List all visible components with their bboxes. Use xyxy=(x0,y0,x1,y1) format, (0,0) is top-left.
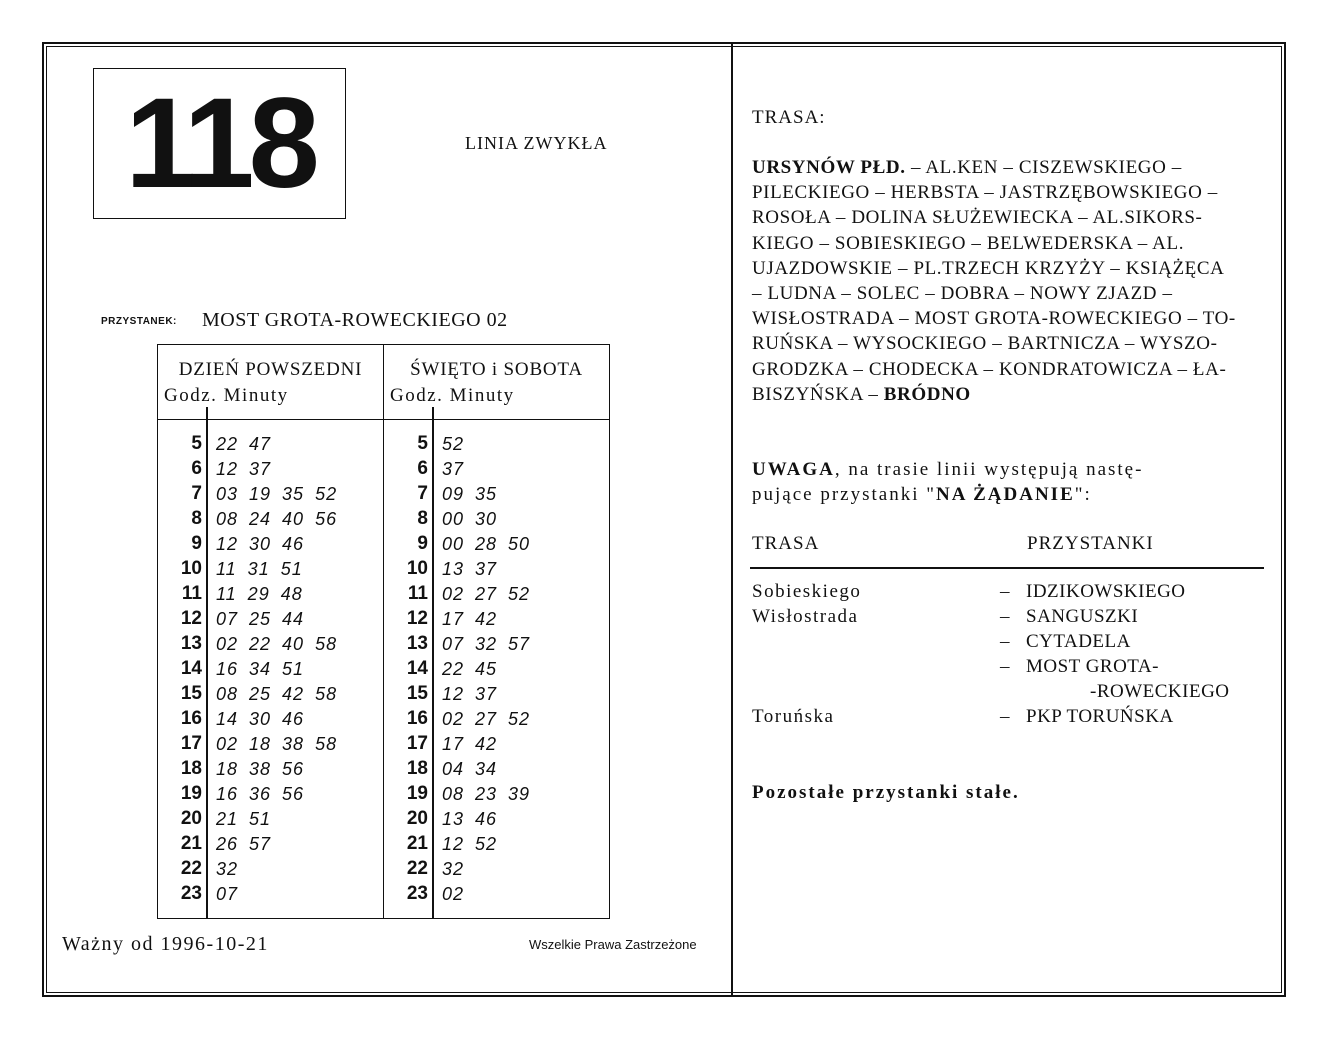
minutes-cell: 17 42 xyxy=(442,734,498,754)
minutes-cell: 12 37 xyxy=(442,684,498,704)
line-type: LINIA ZWYKŁA xyxy=(465,133,608,153)
minutes-cell: 52 xyxy=(442,434,465,454)
request-stop-row xyxy=(752,606,1272,631)
minutes-cell: 22 45 xyxy=(442,659,498,679)
minutes-cell: 21 51 xyxy=(216,809,272,829)
minutes-cell: 32 xyxy=(216,859,239,879)
minutes-cell: 07 25 44 xyxy=(216,609,305,629)
request-stops-route-header: TRASA xyxy=(752,533,820,554)
text-line xyxy=(752,306,1267,331)
minutes-cell: 02 18 38 58 xyxy=(216,734,338,754)
minutes-cell: 16 36 56 xyxy=(216,784,305,804)
timetable-row xyxy=(158,633,383,658)
minutes-cell: 11 29 48 xyxy=(216,584,303,604)
text-line xyxy=(752,482,1272,507)
minutes-cell: 04 34 xyxy=(442,759,498,779)
timetable-row xyxy=(158,758,383,783)
hour-cell: 22 xyxy=(406,858,428,879)
minutes-cell: 08 23 39 xyxy=(442,784,531,804)
hour-cell: 12 xyxy=(180,608,202,629)
timetable-row xyxy=(158,858,383,883)
text-segment: , na trasie linii występują nastę- xyxy=(834,459,1144,480)
hour-cell: 10 xyxy=(406,558,428,579)
minutes-cell: 09 35 xyxy=(442,484,498,504)
hour-cell: 6 xyxy=(191,458,202,479)
timetable-row xyxy=(158,883,383,908)
timetable-row xyxy=(158,833,383,858)
timetable-row xyxy=(384,883,609,908)
text-line xyxy=(752,457,1272,482)
minutes-cell: 11 31 51 xyxy=(216,559,303,579)
minutes-cell: 13 46 xyxy=(442,809,498,829)
minutes-cell: 26 57 xyxy=(216,834,272,854)
hour-cell: 19 xyxy=(406,783,428,804)
hour-cell: 21 xyxy=(180,833,202,854)
minutes-cell: 12 52 xyxy=(442,834,498,854)
timetable-row xyxy=(158,508,383,533)
hour-cell: 20 xyxy=(406,808,428,829)
timetable-row xyxy=(158,433,383,458)
timetable-row xyxy=(158,708,383,733)
text-segment: pujące przystanki " xyxy=(752,484,936,505)
request-stops-list xyxy=(752,581,1272,731)
text-segment: – LUDNA – SOLEC – DOBRA – NOWY ZJAZD – xyxy=(752,283,1173,305)
timetable-row xyxy=(158,533,383,558)
request-stop-row xyxy=(752,681,1272,706)
minutes-cell: 13 37 xyxy=(442,559,498,579)
hour-cell: 15 xyxy=(180,683,202,704)
hour-cell: 8 xyxy=(191,508,202,529)
text-segment: WISŁOSTRADA – MOST GROTA-ROWECKIEGO – TO- xyxy=(752,308,1236,330)
text-segment: BISZYŃSKA – xyxy=(752,383,884,405)
minutes-cell: 00 30 xyxy=(442,509,498,529)
line-number: 118 xyxy=(125,71,314,215)
request-stop-name: CYTADELA xyxy=(1026,631,1131,652)
request-stop-name: PKP TORUŃSKA xyxy=(1026,706,1174,727)
minutes-cell: 17 42 xyxy=(442,609,498,629)
minutes-cell: 00 28 50 xyxy=(442,534,531,554)
text-segment: – AL.KEN – CISZEWSKIEGO – xyxy=(905,157,1182,178)
timetable-row xyxy=(384,858,609,883)
hour-cell: 9 xyxy=(417,533,428,554)
hour-cell: 10 xyxy=(180,558,202,579)
hour-cell: 13 xyxy=(180,633,202,654)
hour-cell: 18 xyxy=(406,758,428,779)
timetable-row xyxy=(384,633,609,658)
timetable-title: ŚWIĘTO i SOBOTA xyxy=(410,359,583,380)
route-description xyxy=(752,155,1267,407)
request-stop-name: MOST GROTA- xyxy=(1026,656,1159,677)
request-stops-stops-header: PRZYSTANKI xyxy=(1027,533,1154,554)
hour-cell: 7 xyxy=(417,483,428,504)
street-name: Wisłostrada xyxy=(752,606,859,627)
minutes-cell: 07 32 57 xyxy=(442,634,531,654)
valid-from: Ważny od 1996-10-21 xyxy=(62,933,269,955)
panel-divider xyxy=(731,44,733,995)
minutes-cell: 37 xyxy=(442,459,465,479)
hour-cell: 16 xyxy=(180,708,202,729)
request-stop-row xyxy=(752,581,1272,606)
timetable-subheader: Godz. Minuty xyxy=(164,385,289,406)
dash: – xyxy=(1000,606,1010,627)
timetable-row xyxy=(384,458,609,483)
timetable-row xyxy=(384,783,609,808)
timetable-row xyxy=(158,608,383,633)
timetable-row xyxy=(384,833,609,858)
timetable-holiday xyxy=(383,344,610,919)
timetable-row xyxy=(158,558,383,583)
text-segment: RUŃSKA – WYSOCKIEGO – BARTNICZA – WYSZO- xyxy=(752,333,1218,355)
text-segment: PILECKIEGO – HERBSTA – JASTRZĘBOWSKIEGO – xyxy=(752,182,1218,204)
timetable-row xyxy=(158,658,383,683)
minutes-cell: 12 37 xyxy=(216,459,272,479)
timetable-subheader: Godz. Minuty xyxy=(390,385,515,406)
request-stop-row xyxy=(752,656,1272,681)
minutes-cell: 18 38 56 xyxy=(216,759,305,779)
timetable-rows xyxy=(384,433,609,908)
minutes-cell: 16 34 51 xyxy=(216,659,305,679)
timetable-row xyxy=(158,733,383,758)
request-stop-name-continued: -ROWECKIEGO xyxy=(1090,681,1230,702)
hour-cell: 23 xyxy=(406,883,428,904)
hour-cell: 23 xyxy=(180,883,202,904)
text-segment: ROSOŁA – DOLINA SŁUŻEWIECKA – AL.SIKORS- xyxy=(752,207,1203,229)
dash: – xyxy=(1000,631,1010,652)
hour-cell: 6 xyxy=(417,458,428,479)
minutes-cell: 14 30 46 xyxy=(216,709,305,729)
hour-cell: 22 xyxy=(180,858,202,879)
request-stop-name: IDZIKOWSKIEGO xyxy=(1026,581,1186,602)
minutes-cell: 08 24 40 56 xyxy=(216,509,338,529)
stop-name: MOST GROTA-ROWECKIEGO 02 xyxy=(202,309,508,331)
text-segment: UJAZDOWSKIE – PL.TRZECH KRZYŻY – KSIĄŻĘCA xyxy=(752,257,1225,279)
text-line xyxy=(752,231,1267,256)
request-stop-name: SANGUSZKI xyxy=(1026,606,1139,627)
dash: – xyxy=(1000,706,1010,727)
bold-text: BRÓDNO xyxy=(883,383,971,405)
header-rule xyxy=(750,567,1264,569)
bold-text: URSYNÓW PŁD. xyxy=(752,157,906,178)
text-line xyxy=(752,357,1267,382)
timetable-row xyxy=(158,683,383,708)
text-line xyxy=(752,155,1267,180)
hour-cell: 5 xyxy=(191,433,202,454)
timetable-row xyxy=(384,433,609,458)
timetable-row xyxy=(384,558,609,583)
hour-cell: 5 xyxy=(417,433,428,454)
hour-cell: 15 xyxy=(406,683,428,704)
hour-cell: 8 xyxy=(417,508,428,529)
street-name: Toruńska xyxy=(752,706,835,727)
request-stop-row xyxy=(752,631,1272,656)
timetable-header xyxy=(384,345,609,420)
hour-cell: 11 xyxy=(407,583,428,604)
remaining-stops-note: Pozostałe przystanki stałe. xyxy=(752,782,1020,803)
text-line xyxy=(752,331,1267,356)
minutes-cell: 02 27 52 xyxy=(442,584,531,604)
minutes-cell: 08 25 42 58 xyxy=(216,684,338,704)
minutes-cell: 02 22 40 58 xyxy=(216,634,338,654)
hour-cell: 7 xyxy=(191,483,202,504)
timetable-weekday xyxy=(157,344,384,919)
hour-cell: 17 xyxy=(406,733,428,754)
text-line xyxy=(752,205,1267,230)
stop-label: PRZYSTANEK: xyxy=(101,316,177,327)
timetable-row xyxy=(158,458,383,483)
hour-cell: 16 xyxy=(406,708,428,729)
timetable-row xyxy=(158,583,383,608)
timetable-row xyxy=(384,708,609,733)
hour-cell: 17 xyxy=(180,733,202,754)
request-stop-notice xyxy=(752,457,1272,507)
timetable-row xyxy=(158,808,383,833)
timetable-row xyxy=(158,783,383,808)
bold-text: NA ŻĄDANIE xyxy=(935,484,1075,505)
rights-notice: Wszelkie Prawa Zastrzeżone xyxy=(529,937,697,952)
hour-cell: 14 xyxy=(180,658,202,679)
minutes-cell: 02 xyxy=(442,884,465,904)
timetable-row xyxy=(158,483,383,508)
text-line xyxy=(752,281,1267,306)
hour-cell: 20 xyxy=(180,808,202,829)
minutes-cell: 32 xyxy=(442,859,465,879)
minutes-cell: 03 19 35 52 xyxy=(216,484,338,504)
timetable-rows xyxy=(158,433,383,908)
hour-cell: 11 xyxy=(181,583,202,604)
line-number-box xyxy=(93,68,346,219)
hour-cell: 14 xyxy=(406,658,428,679)
minutes-cell: 02 27 52 xyxy=(442,709,531,729)
minutes-cell: 07 xyxy=(216,884,239,904)
text-segment: KIEGO – SOBIESKIEGO – BELWEDERSKA – AL. xyxy=(752,232,1185,254)
text-line xyxy=(752,180,1267,205)
hour-cell: 12 xyxy=(406,608,428,629)
request-stop-row xyxy=(752,706,1272,731)
text-segment: ": xyxy=(1074,484,1092,505)
dash: – xyxy=(1000,581,1010,602)
text-line xyxy=(752,256,1267,281)
timetable-row xyxy=(384,583,609,608)
timetable-row xyxy=(384,533,609,558)
text-segment: GRODZKA – CHODECKA – KONDRATOWICZA – ŁA- xyxy=(752,358,1227,380)
timetable-row xyxy=(384,758,609,783)
hour-cell: 9 xyxy=(191,533,202,554)
hour-cell: 13 xyxy=(406,633,428,654)
timetable-row xyxy=(384,483,609,508)
hour-cell: 18 xyxy=(180,758,202,779)
route-label: TRASA: xyxy=(752,107,826,128)
timetable-row xyxy=(384,508,609,533)
timetable-title: DZIEŃ POWSZEDNI xyxy=(178,359,363,380)
dash: – xyxy=(1000,656,1010,677)
street-name: Sobieskiego xyxy=(752,581,862,602)
minutes-cell: 12 30 46 xyxy=(216,534,305,554)
hour-cell: 21 xyxy=(406,833,428,854)
timetable-row xyxy=(384,808,609,833)
timetable-row xyxy=(384,683,609,708)
timetable-header xyxy=(158,345,383,420)
bold-text: UWAGA xyxy=(752,459,835,480)
timetable-row xyxy=(384,733,609,758)
hour-cell: 19 xyxy=(180,783,202,804)
text-line xyxy=(752,382,1267,407)
timetable-row xyxy=(384,658,609,683)
timetable-row xyxy=(384,608,609,633)
minutes-cell: 22 47 xyxy=(216,434,272,454)
